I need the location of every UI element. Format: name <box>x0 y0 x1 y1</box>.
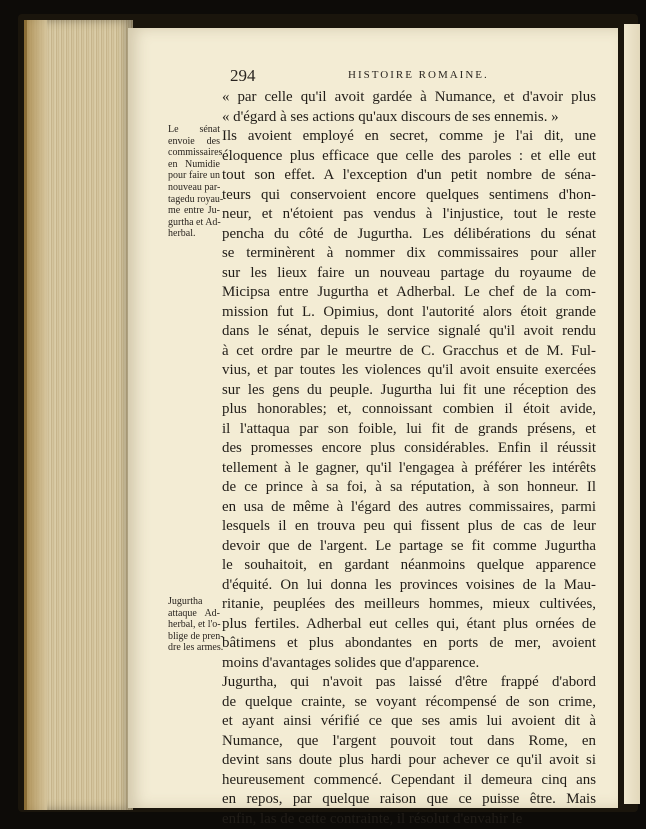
text-line: tellement à le gagner, qu'il l'engagea à préférer les intérêts <box>222 459 596 479</box>
text-line: Ils avoient employé en secret, comme je l'ai dit, une <box>222 127 596 147</box>
margin-note-line: en Numidie <box>168 159 220 171</box>
margin-note-jugurtha <box>168 596 220 654</box>
margin-note-line: Le sénat <box>168 124 220 136</box>
text-line: éloquence plus efficace que celle des paroles : et elle eut <box>222 147 596 167</box>
margin-note-line: me entre Ju- <box>168 205 220 217</box>
text-line: plus fertiles. Adherbal eut celles qui, étant plus ornées de <box>222 615 596 635</box>
text-line: teurs qui conservoient encore quelques sentimens d'hon- <box>222 186 596 206</box>
margin-note-line: blige de pren- <box>168 631 220 643</box>
margin-note-line: gurtha et Ad- <box>168 217 220 229</box>
text-line: vius, et par toutes les violences qu'il avoit ensuite exercées <box>222 361 596 381</box>
margin-note-line: dre les armes. <box>168 642 220 654</box>
margin-note-line: herbal. <box>168 228 220 240</box>
text-line: devint sans doute plus hardi pour achever ce qu'il avoit si <box>222 751 596 771</box>
margin-note-senate <box>168 124 220 240</box>
text-line: enfin, las de cette contrainte, il résolut d'envahir le <box>222 810 596 829</box>
text-line: dans le sénat, depuis le service signalé qu'il avoit rendu <box>222 322 596 342</box>
text-line: d'équité. On lui donna les provinces voisines de la Mau- <box>222 576 596 596</box>
text-line: de quelque crainte, se voyant récompensé de son crime, <box>222 693 596 713</box>
margin-note-line: tagedu royau- <box>168 194 220 206</box>
text-line: heureusement commencé. Cependant il demeura cinq ans <box>222 771 596 791</box>
text-line: et ayant ainsi vérifié ce que ses amis lui avoient dit à <box>222 712 596 732</box>
margin-note-line: commissaires <box>168 147 220 159</box>
text-line: à cet ordre par le meurtre de C. Gracchus et de M. Ful- <box>222 342 596 362</box>
facing-page-edge <box>624 24 640 804</box>
text-line: lesquels il en trouva peu qui fissent plus de cas de leur <box>222 517 596 537</box>
margin-note-line: Jugurtha <box>168 596 220 608</box>
margin-note-line: nouveau par- <box>168 182 220 194</box>
text-line: Numance, que l'argent pouvoit tout dans Rome, en <box>222 732 596 752</box>
text-line: bâtimens et plus abondantes en ports de mer, avoient <box>222 634 596 654</box>
text-line: « par celle qu'il avoit gardée à Numance, et d'avoir plus <box>222 88 596 108</box>
text-line: le souhaitoit, en gardant néanmoins quelque apparence <box>222 556 596 576</box>
text-line: neur, et n'étoient pas vendus à l'injustice, tout le reste <box>222 205 596 225</box>
text-line: il l'attaqua par son foible, lui fit de grands présens, et <box>222 420 596 440</box>
margin-note-line: pour faire un <box>168 170 220 182</box>
running-title: HISTOIRE ROMAINE. <box>348 69 489 81</box>
margin-note-line: herbal, et l'o- <box>168 619 220 631</box>
text-line: tout son effet. A l'exception d'un petit nombre de séna- <box>222 166 596 186</box>
page-number: 294 <box>230 66 256 86</box>
text-line: ritanie, peuplées des meilleurs hommes, mieux cultivées, <box>222 595 596 615</box>
text-line: sur les lieux faire un nouveau partage du royaume de <box>222 264 596 284</box>
margin-note-line: attaque Ad- <box>168 608 220 620</box>
text-line: plus honorables; et, connoissant combien il étoit avide, <box>222 400 596 420</box>
text-line: pencha du côté de Jugurtha. Les délibérations du sénat <box>222 225 596 245</box>
text-line: de ce prince à sa foi, à sa réputation, à son honneur. Il <box>222 478 596 498</box>
text-line: devoir que de l'argent. Le partage se fit comme Jugurtha <box>222 537 596 557</box>
book-page <box>128 28 618 808</box>
text-line: « d'égard à ses actions qu'aux discours de ses ennemis. » <box>222 108 596 128</box>
text-line: mission fut L. Opimius, dont l'autorité alors étoit grande <box>222 303 596 323</box>
margin-note-line: envoie des <box>168 136 220 148</box>
text-line: Jugurtha, qui n'avoit pas laissé d'être frappé d'abord <box>222 673 596 693</box>
text-line: en usa de même à l'égard des autres commissaires, parmi <box>222 498 596 518</box>
body-text <box>222 88 596 829</box>
text-line: moins d'avantages solides que d'apparence. <box>222 654 596 674</box>
text-line: Micipsa entre Jugurtha et Adherbal. Le chef de la com- <box>222 283 596 303</box>
text-line: en repos, par quelque raison que ce puisse être. Mais <box>222 790 596 810</box>
text-line: sur les gens du peuple. Jugurtha lui fit une réception des <box>222 381 596 401</box>
text-line: des promesses encore plus considérables. Enfin il réussit <box>222 439 596 459</box>
text-line: se terminèrent à nommer dix commissaires pour aller <box>222 244 596 264</box>
page-header <box>138 66 608 86</box>
page-edges <box>24 20 133 810</box>
